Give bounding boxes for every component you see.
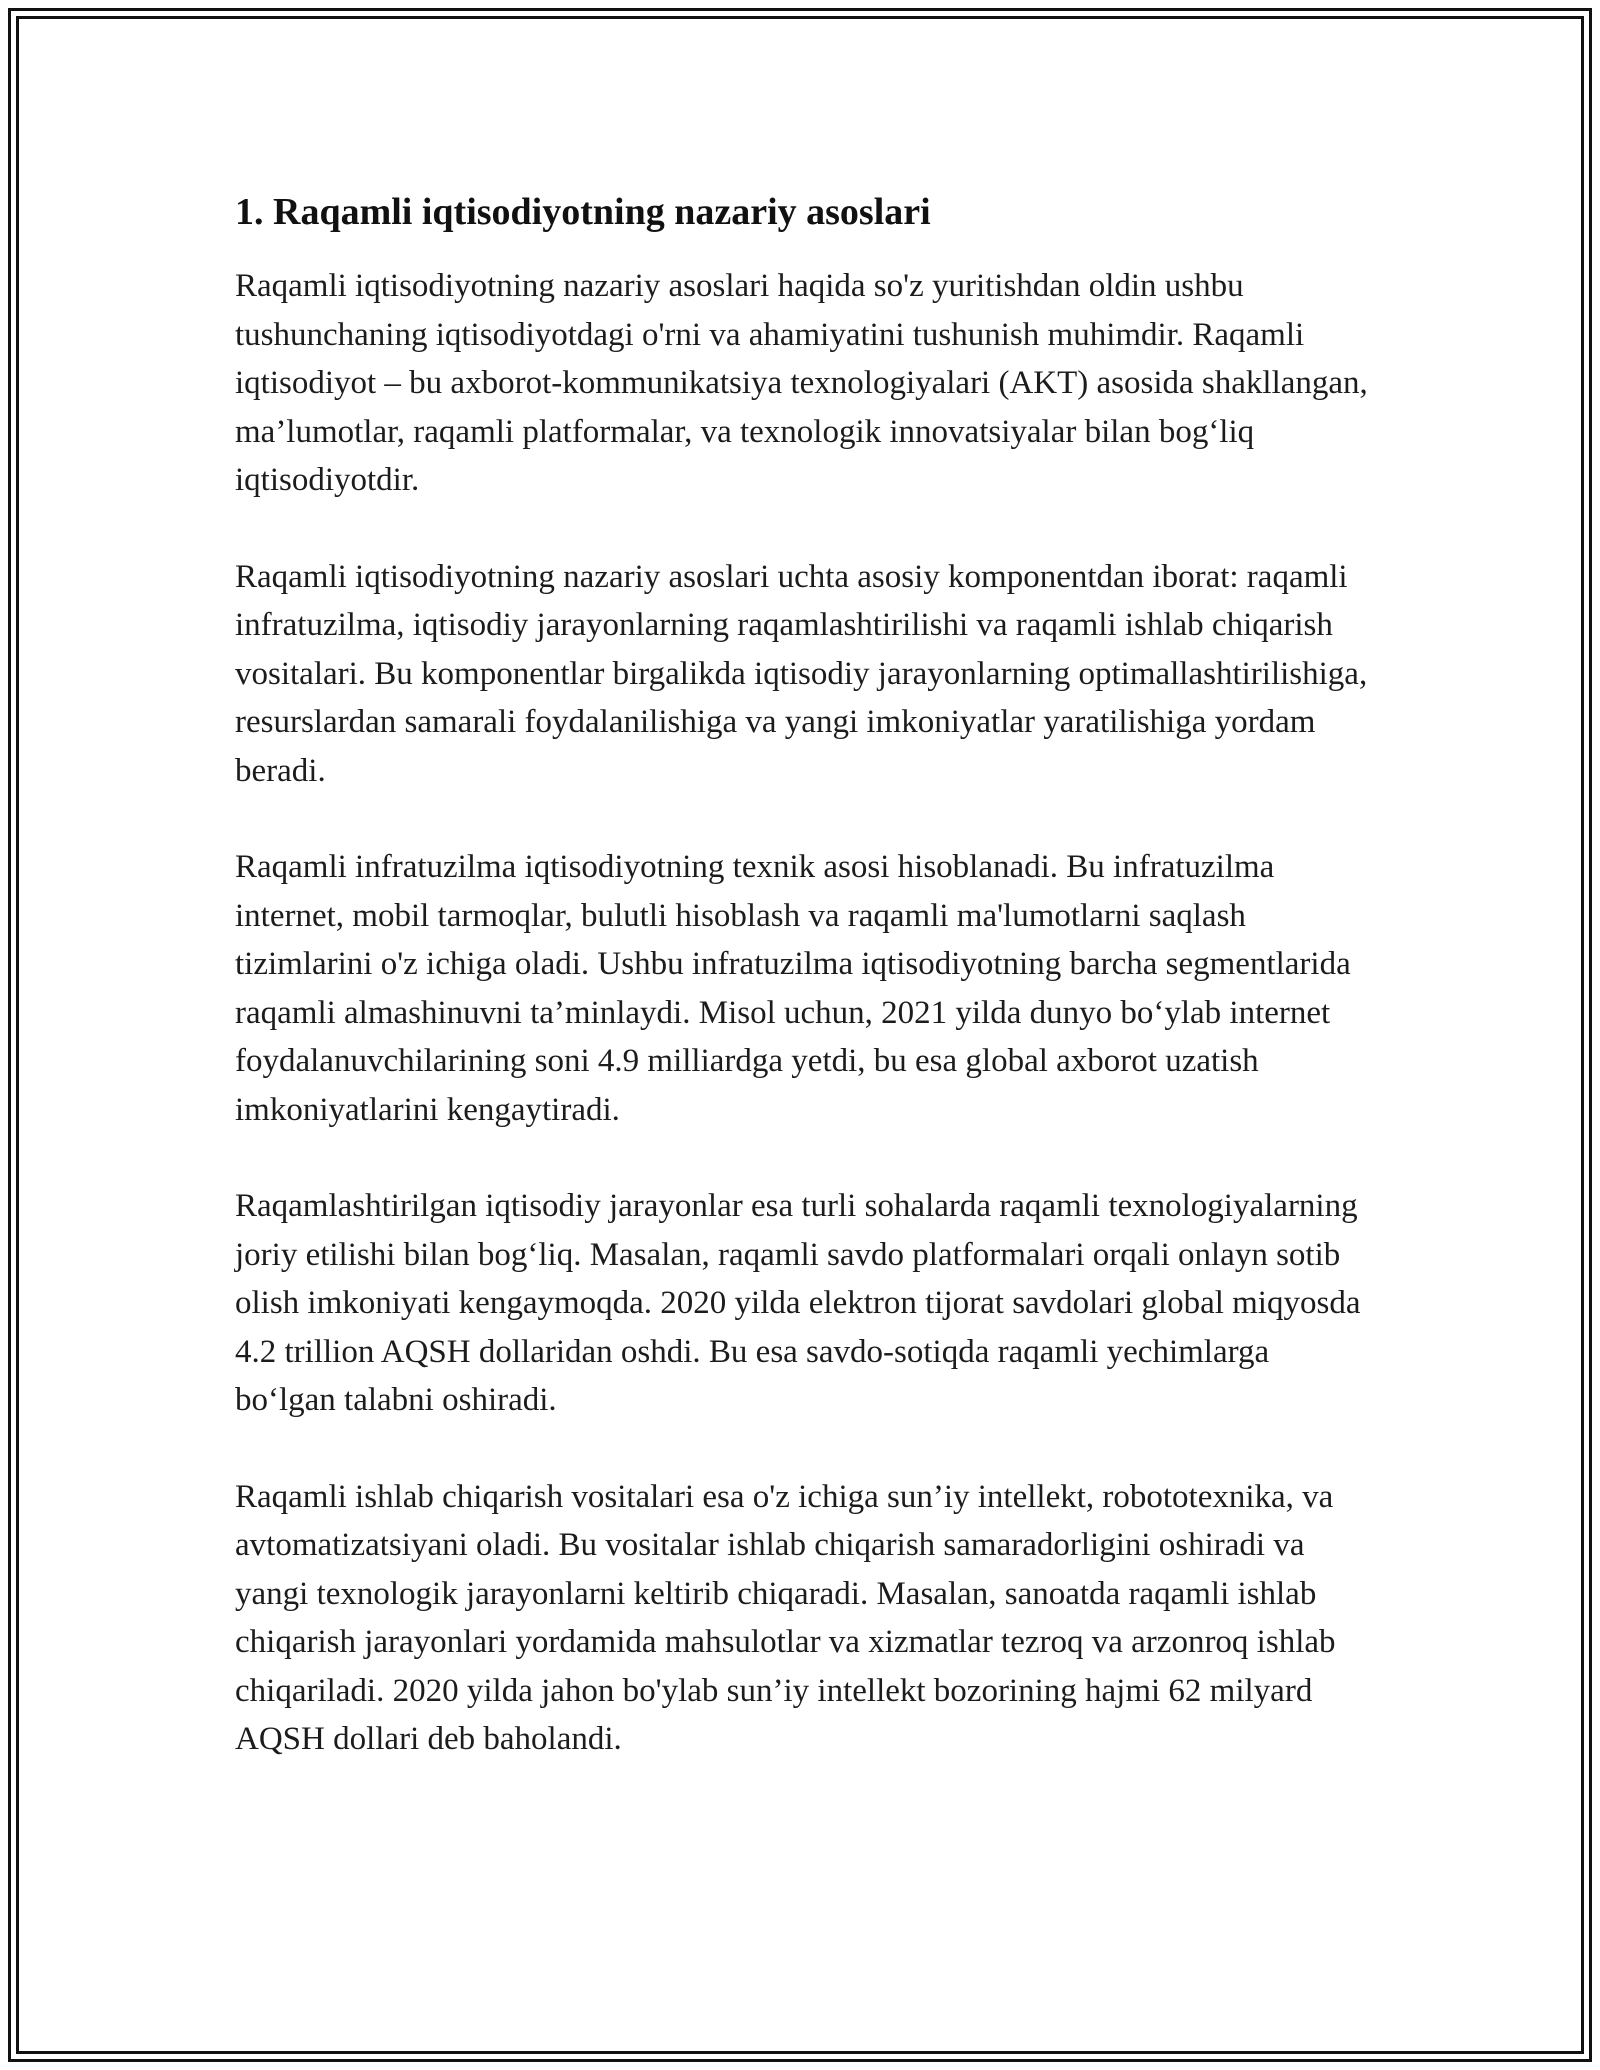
paragraph-infrastructure: Raqamli infratuzilma iqtisodiyotning texnik asosi hisoblanadi. Bu infratuzilma internet, mobil tarmoqlar, bulutli hisoblash va raqamli ma'lumotlarni saqlash tizimlarini o'z ichiga oladi. Ushbu infratuzilma iqtisodiyotning barcha segmentlarida raqamli almashinuvni ta’minlaydi. Misol uchun, 2021 yilda dunyo bo‘ylab internet foydalanuvchilarining soni 4.9 milliardga yetdi, bu esa global axborot uzatish imkoniyatlarini kengaytiradi. <box>235 849 1351 1128</box>
paragraph-intro: Raqamli iqtisodiyotning nazariy asoslari haqida so'z yuritishdan oldin ushbu tushunchaning iqtisodiyotdagi o'rni va ahamiyatini tushunish muhimdir. Raqamli iqtisodiyot – bu axborot-kommunikatsiya texnologiyalari (AKT) asosida shakllangan, ma’lumotlar, raqamli platformalar, va texnologik innovatsiyalar bilan bog‘liq iqtisodiyotdir. <box>235 268 1368 498</box>
section-heading: 1. Raqamli iqtisodiyotning nazariy asoslari <box>235 191 931 233</box>
document-body <box>235 186 1370 1812</box>
paragraph-production-tools: Raqamli ishlab chiqarish vositalari esa o'z ichiga sun’iy intellekt, robototexnika, va avtomatizatsiyani oladi. Bu vositalar ishlab chiqarish samaradorligini oshiradi va yangi texnologik jarayonlarni keltirib chiqaradi. Masalan, sanoatda raqamli ishlab chiqarish jarayonlari yordamida mahsulotlar va xizmatlar tezroq va arzonroq ishlab chiqariladi. 2020 yilda jahon bo'ylab sun’iy intellekt bozorining hajmi 62 milyard AQSH dollari deb baholandi. <box>235 1478 1336 1757</box>
paragraph-components: Raqamli iqtisodiyotning nazariy asoslari uchta asosiy komponentdan iborat: raqamli infratuzilma, iqtisodiy jarayonlarning raqamlashtirilishi va raqamli ishlab chiqarish vositalari. Bu komponentlar birgalikda iqtisodiy jarayonlarning optimallashtirilishiga, resurslardan samarali foydalanilishiga va yangi imkoniyatlar yaratilishiga yordam beradi. <box>235 558 1368 789</box>
paragraph-digitalized-processes: Raqamlashtirilgan iqtisodiy jarayonlar esa turli sohalarda raqamli texnologiyalarning joriy etilishi bilan bog‘liq. Masalan, raqamli savdo platformalari orqali onlayn sotib olish imkoniyati kengaymoqda. 2020 yilda elektron tijorat savdolari global miqyosda 4.2 trillion AQSH dollaridan oshdi. Bu esa savdo-sotiqda raqamli yechimlarga bo‘lgan talabni oshiradi. <box>235 1188 1361 1418</box>
